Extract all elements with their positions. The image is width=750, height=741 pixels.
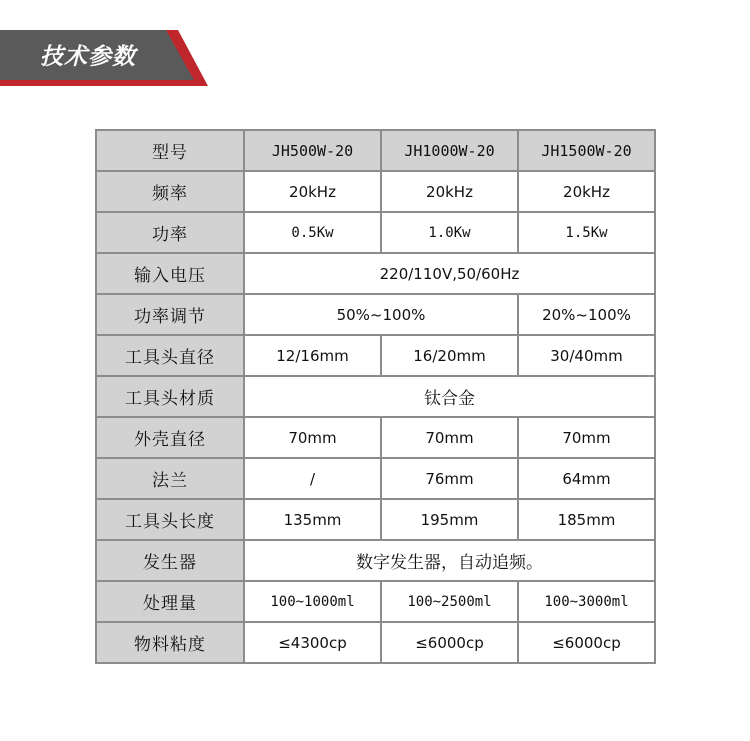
throughput-cell: 100~1000ml (244, 581, 381, 622)
power-cell: 0.5Kw (244, 212, 381, 253)
table-row-model (96, 130, 655, 171)
viscosity-cell: ≤4300cp (244, 622, 381, 663)
table-row-tool-head-material (96, 376, 655, 417)
row-label-tool-head-length: 工具头长度 (96, 499, 244, 540)
row-label-viscosity: 物料粘度 (96, 622, 244, 663)
power-adjust-cell: 50%~100% (244, 294, 518, 335)
power-cell: 1.5Kw (518, 212, 655, 253)
flange-cell: 64mm (518, 458, 655, 499)
frequency-cell: 20kHz (518, 171, 655, 212)
table-row-shell-diameter (96, 417, 655, 458)
tool-head-diameter-cell: 16/20mm (381, 335, 518, 376)
row-label-power: 功率 (96, 212, 244, 253)
row-label-shell-diameter: 外壳直径 (96, 417, 244, 458)
table-row-flange (96, 458, 655, 499)
table-row-power-adjust (96, 294, 655, 335)
table-row-power (96, 212, 655, 253)
throughput-cell: 100~2500ml (381, 581, 518, 622)
viscosity-cell: ≤6000cp (518, 622, 655, 663)
tool-head-length-cell: 135mm (244, 499, 381, 540)
tool-head-diameter-cell: 30/40mm (518, 335, 655, 376)
table-row-tool-head-diameter (96, 335, 655, 376)
generator-cell: 数字发生器，自动追频。 (244, 540, 655, 581)
row-label-tool-head-diameter: 工具头直径 (96, 335, 244, 376)
shell-diameter-cell: 70mm (244, 417, 381, 458)
table-row-frequency (96, 171, 655, 212)
tool-head-length-cell: 185mm (518, 499, 655, 540)
model-cell: JH1500W-20 (518, 130, 655, 171)
tool-head-length-cell: 195mm (381, 499, 518, 540)
table-row-viscosity (96, 622, 655, 663)
power-adjust-cell: 20%~100% (518, 294, 655, 335)
tool-head-material-cell: 钛合金 (244, 376, 655, 417)
spec-table (95, 129, 656, 664)
flange-cell: 76mm (381, 458, 518, 499)
row-label-generator: 发生器 (96, 540, 244, 581)
row-label-throughput: 处理量 (96, 581, 244, 622)
power-cell: 1.0Kw (381, 212, 518, 253)
row-label-power-adjust: 功率调节 (96, 294, 244, 335)
section-title: 技术参数 (40, 44, 136, 70)
row-label-input-voltage: 输入电压 (96, 253, 244, 294)
shell-diameter-cell: 70mm (518, 417, 655, 458)
frequency-cell: 20kHz (244, 171, 381, 212)
throughput-cell: 100~3000ml (518, 581, 655, 622)
row-label-frequency: 频率 (96, 171, 244, 212)
frequency-cell: 20kHz (381, 171, 518, 212)
model-cell: JH1000W-20 (381, 130, 518, 171)
table-row-generator (96, 540, 655, 581)
model-cell: JH500W-20 (244, 130, 381, 171)
flange-cell: / (244, 458, 381, 499)
viscosity-cell: ≤6000cp (381, 622, 518, 663)
table-row-tool-head-length (96, 499, 655, 540)
section-banner (0, 0, 750, 100)
tool-head-diameter-cell: 12/16mm (244, 335, 381, 376)
table-row-throughput (96, 581, 655, 622)
row-label-flange: 法兰 (96, 458, 244, 499)
row-label-model: 型号 (96, 130, 244, 171)
input-voltage-cell: 220/110V,50/60Hz (244, 253, 655, 294)
row-label-tool-head-material: 工具头材质 (96, 376, 244, 417)
shell-diameter-cell: 70mm (381, 417, 518, 458)
table-row-input-voltage (96, 253, 655, 294)
